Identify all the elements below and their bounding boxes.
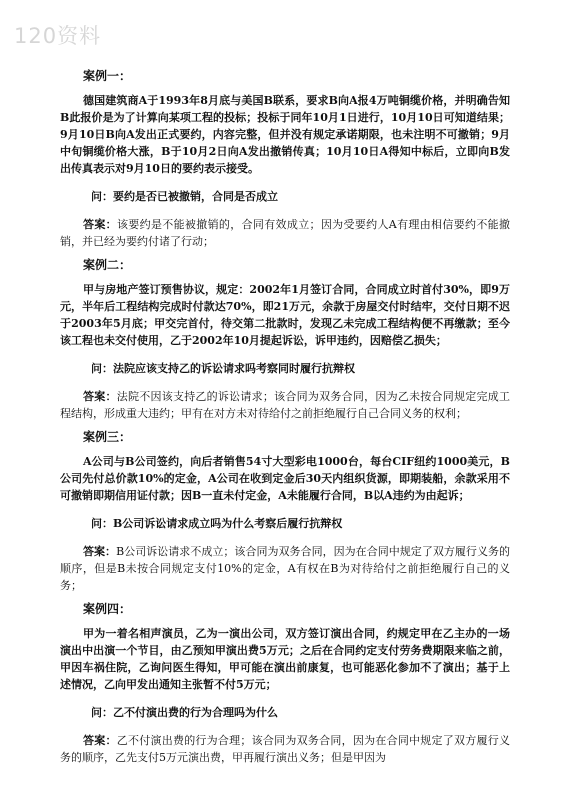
case-question: 问：要约是否已被撤销，合同是否成立 xyxy=(91,190,278,203)
case-body: A公司与B公司签约，向后者销售54寸大型彩电1000台，每台CIF纽约1000美元，B公司先付总价款10%的定金，A公司在收到定金后30天内组织货源，即期装船，余款采用不可撤销即期信用证付款；因B一直未付定金，A未能履行合同，B以A违约为由起诉； xyxy=(60,455,510,502)
answer-text: 乙不付演出费的行为合理；该合同为双务合同，因为在合同中规定了双方履行义务的顺序，乙先支付5万元演出费，甲再履行演出义务；但是甲因为 xyxy=(60,734,511,764)
answer-label: 答案： xyxy=(83,218,117,231)
case-body: 甲与房地产签订预售协议，规定：2002年1月签订合同，合同成立时首付30%，即9万元，半年后工程结构完成时付款达70%，即21万元，余款于房屋交付时结牢，交付日期不迟于2003年5月底；甲交完首付，待交第二批款时，发现乙未完成工程结构便不再缴款；至今该工程也未交付使用，乙于2002年10月提起诉讼，诉甲违约，因赔偿乙损失； xyxy=(60,283,510,347)
case-answer xyxy=(60,216,510,250)
case-answer xyxy=(60,732,510,766)
case-body: 德国建筑商A于1993年8月底与美国B联系，要求B向A报4万吨铜缆价格，并明确告知B此报价是为了计算向某项工程的投标；投标于同年10月1日进行，10月10日可知道结果；9月10日B向A发出正式要约，内容完整，但并没有规定承诺期限，也未注明不可撤销；9月中旬铜缆价格大涨，B于10月2日向A发出撤销传真；10月10日A得知中标后，立即向B发出传真表示对9月10日的要约表示接受。 xyxy=(60,94,510,175)
answer-text: 该要约是不能被撤销的，合同有效成立；因为受要约人A有理由相信要约不能撤销，并已经为要约付诸了行动； xyxy=(60,218,510,248)
case-body: 甲为一着名相声演员，乙为一演出公司，双方签订演出合同，约规定甲在乙主办的一场演出中出演一个节目，由乙预知甲演出费5万元；之后在合同约定支付劳务费期限来临之前，甲因车祸住院，乙询问医生得知，甲可能在演出前康复，也可能恶化参加不了演出；基于上述情况，乙向甲发出通知主张暂不付5万元； xyxy=(60,627,510,691)
case-title: 案例一： xyxy=(83,69,132,83)
case-title: 案例三： xyxy=(83,430,132,444)
case-section xyxy=(60,429,510,594)
case-question: 问：B公司诉讼请求成立吗为什么考察后履行抗辩权 xyxy=(91,517,343,530)
case-answer xyxy=(60,388,510,422)
case-question: 问：乙不付演出费的行为合理吗为什么 xyxy=(91,706,278,719)
watermark: 120资料 xyxy=(14,24,102,48)
case-section xyxy=(60,257,510,422)
answer-label: 答案： xyxy=(83,734,117,747)
case-answer xyxy=(60,543,510,594)
answer-label: 答案： xyxy=(83,545,117,558)
case-section xyxy=(60,68,510,250)
document-page xyxy=(60,68,510,773)
answer-text: 法院不因该支持乙的诉讼请求；该合同为双务合同，因为乙未按合同规定完成工程结构，形成重大违约；甲有在对方未对待给付之前拒绝履行自己合同义务的权利； xyxy=(60,390,511,420)
answer-text: B公司诉讼请求不成立；该合同为双务合同，因为在合同中规定了双方履行义务的顺序，但是B未按合同规定支付10%的定金，A有权在B为对待给付之前拒绝履行自己的义务； xyxy=(60,545,510,592)
case-title: 案例四： xyxy=(83,602,132,616)
answer-label: 答案： xyxy=(83,390,117,403)
case-section xyxy=(60,601,510,766)
case-question: 问：法院应该支持乙的诉讼请求吗考察同时履行抗辩权 xyxy=(91,362,355,375)
case-title: 案例二： xyxy=(83,258,132,272)
